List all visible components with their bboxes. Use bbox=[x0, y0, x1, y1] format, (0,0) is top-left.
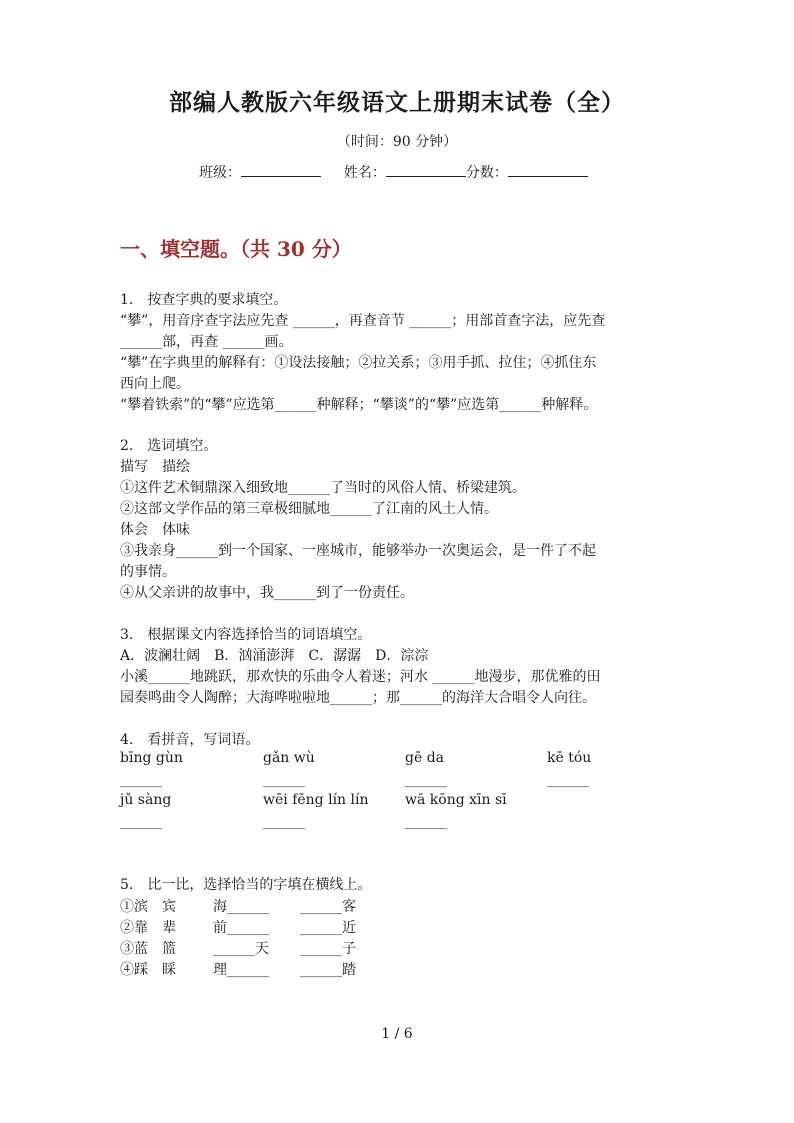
question-line: “攀着铁索”的“攀”应选第______种解释；“攀谈”的“攀”应选第______种解释。 bbox=[120, 397, 598, 413]
exam-time: （时间：90 分钟） bbox=[336, 134, 458, 150]
question-line: ______部，再查 ______画。 bbox=[120, 334, 293, 350]
pinyin-item: jǔ sàng bbox=[120, 792, 172, 808]
question-title: 3. 根据课文内容选择恰当的词语填空。 bbox=[120, 627, 372, 643]
pinyin-item: gē da bbox=[405, 750, 445, 766]
page-number: 1 / 6 bbox=[381, 1026, 413, 1042]
question-4-title: 4. 看拼音，写词语。 bbox=[120, 732, 260, 748]
question-title: 1. 按查字典的要求填空。 bbox=[120, 292, 288, 308]
pinyin-item: wā kōng xīn sī bbox=[405, 792, 507, 808]
pinyin-item: wēi fēng lín lín bbox=[263, 792, 369, 808]
section-heading: 一、填空题。（共 30 分） bbox=[120, 237, 352, 261]
compare-blank[interactable]: ______客 bbox=[300, 899, 356, 915]
compare-grid bbox=[120, 896, 420, 986]
question-line: 小溪______地跳跃，那欢快的乐曲令人着迷；河水 ______地漫步，那优雅的田 bbox=[120, 669, 601, 685]
question-3 bbox=[120, 625, 600, 709]
word-choices: 体会 体味 bbox=[120, 522, 190, 538]
pinyin-grid bbox=[120, 750, 680, 840]
pinyin-item: kē tóu bbox=[547, 750, 592, 766]
question-2 bbox=[120, 436, 596, 604]
pinyin-item: gǎn wù bbox=[263, 750, 315, 766]
compare-blank[interactable]: ______踏 bbox=[300, 962, 356, 978]
compare-blank[interactable]: ______近 bbox=[300, 920, 356, 936]
word-choices: 描写 描绘 bbox=[120, 459, 190, 475]
name-field[interactable] bbox=[386, 162, 466, 177]
question-line: 园奏鸣曲令人陶醉；大海哗啦啦地______；那______的海洋大合唱令人向往。 bbox=[120, 690, 596, 706]
compare-blank[interactable]: ______天 bbox=[213, 941, 269, 957]
compare-blank[interactable]: ______子 bbox=[300, 941, 356, 957]
student-info bbox=[199, 162, 588, 182]
question-line: 西向上爬。 bbox=[120, 376, 190, 392]
score-label: 分数： bbox=[465, 165, 508, 181]
answer-blank[interactable]: ______ bbox=[405, 772, 447, 788]
compare-blank[interactable]: 前______ bbox=[213, 920, 269, 936]
class-label: 班级： bbox=[199, 165, 241, 181]
page-title: 部编人教版六年级语文上册期末试卷（全） bbox=[169, 89, 625, 116]
question-line: 的事情。 bbox=[120, 564, 176, 580]
char-pair: ③蓝 篮 bbox=[120, 941, 176, 957]
compare-blank[interactable]: 海______ bbox=[213, 899, 269, 915]
question-line: ③我亲身______到一个国家、一座城市，能够举办一次奥运会，是一件了不起 bbox=[120, 543, 596, 559]
question-5-title: 5. 比一比，选择恰当的字填在横线上。 bbox=[120, 877, 372, 893]
answer-blank[interactable]: ______ bbox=[547, 772, 589, 788]
score-field[interactable] bbox=[508, 162, 588, 177]
char-pair: ④踩 睬 bbox=[120, 962, 176, 978]
pinyin-item: bīng gùn bbox=[120, 750, 183, 766]
question-line: “攀”在字典里的解释有：①设法接触；②拉关系；③用手抓、拉住；④抓住东 bbox=[120, 355, 597, 371]
question-title: 2. 选词填空。 bbox=[120, 438, 218, 454]
answer-blank[interactable]: ______ bbox=[120, 814, 162, 830]
answer-blank[interactable]: ______ bbox=[263, 772, 305, 788]
question-line: ④从父亲讲的故事中，我______到了一份责任。 bbox=[120, 585, 414, 601]
question-1 bbox=[120, 290, 605, 416]
question-line: “攀”，用音序查字法应先查 ______，再查音节 ______；用部首查字法，应先查 bbox=[120, 313, 606, 329]
name-label: 姓名： bbox=[343, 165, 386, 181]
option-list: A．波澜壮阔 B．汹涌澎湃 C．潺潺 D．淙淙 bbox=[120, 648, 429, 664]
char-pair: ②靠 辈 bbox=[120, 920, 176, 936]
char-pair: ①滨 宾 bbox=[120, 899, 176, 915]
compare-blank[interactable]: 理______ bbox=[213, 962, 269, 978]
question-line: ①这件艺术铜鼎深入细致地______了当时的风俗人情、桥梁建筑。 bbox=[120, 480, 526, 496]
question-line: ②这部文学作品的第三章极细腻地______了江南的风土人情。 bbox=[120, 501, 498, 517]
answer-blank[interactable]: ______ bbox=[405, 814, 447, 830]
answer-blank[interactable]: ______ bbox=[263, 814, 305, 830]
answer-blank[interactable]: ______ bbox=[120, 772, 162, 788]
class-field[interactable] bbox=[241, 162, 321, 177]
